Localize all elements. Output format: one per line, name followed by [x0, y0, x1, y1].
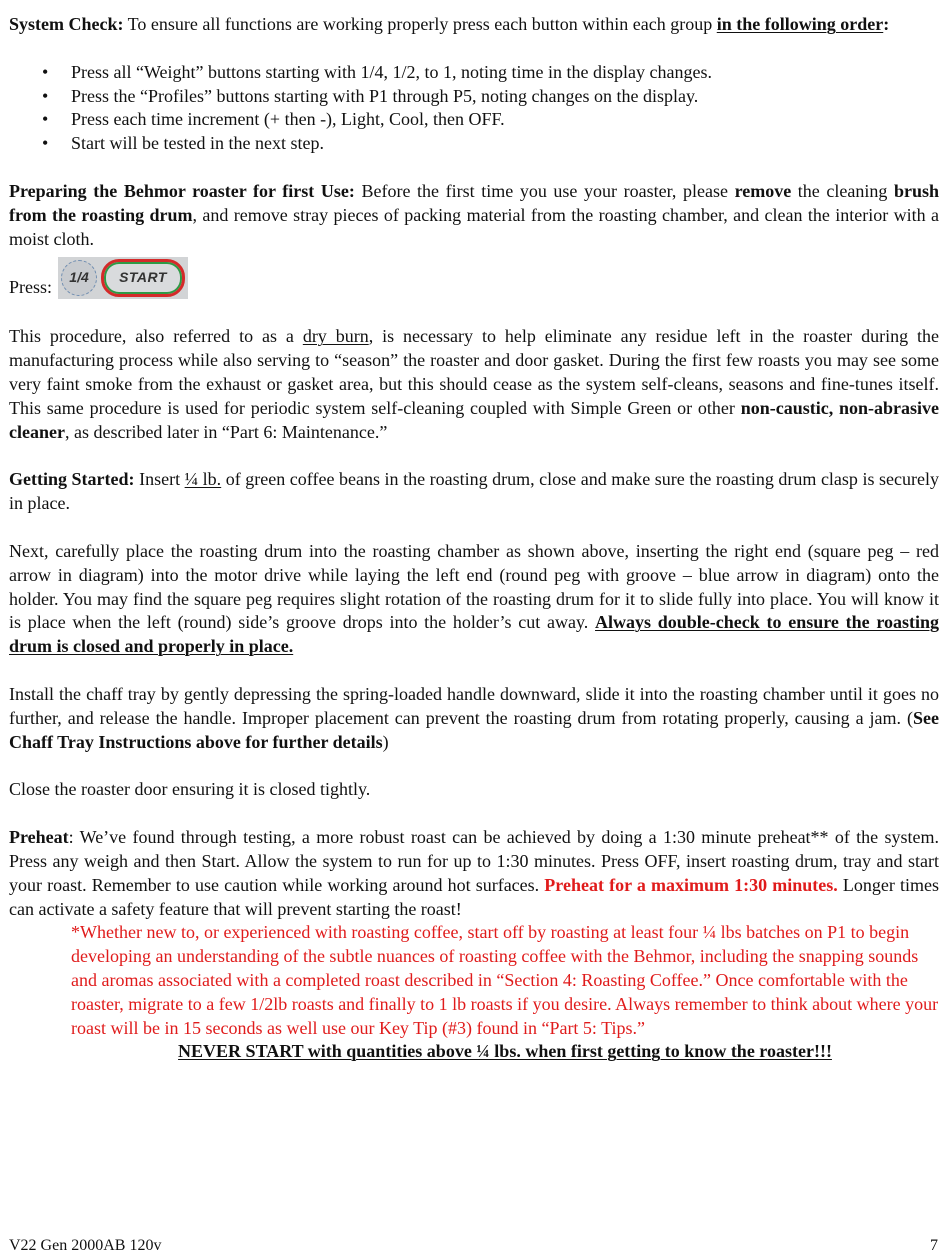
bullet-icon: • [42, 61, 49, 82]
preparing-paragraph [9, 180, 939, 251]
preheat-paragraph [9, 826, 939, 921]
procedure-text-3: , as described later in “Part 6: Maintenance.” [64, 421, 388, 442]
procedure-text-2: , is necessary to help eliminate any residue left in the roaster during the manufacturing process while also serving to “season” the roaster and door gasket. During the first few roasts you may see some very faint smoke from the exhaust or gasket area, but this should cease as the system self-cleans, seasons and fine-tunes itself. This same procedure is used for periodic system self-cleaning coupled with Simple Green or other [9, 326, 939, 418]
preparing-text-1: Before the first time you use your roaster, please [354, 180, 735, 201]
warning-line [9, 1040, 939, 1064]
manual-page [9, 13, 939, 1064]
system-check-list [9, 61, 939, 156]
preparing-bold-1: remove [734, 180, 792, 201]
list-item [9, 108, 939, 132]
bullet-icon: • [42, 109, 49, 130]
close-text: Close the roaster door ensuring it is closed tightly. [9, 779, 371, 800]
chaff-text-1: Install the chaff tray by gently depressing the spring-loaded handle downward, slide it into the roasting chamber until it goes no further, and release the handle. Improper placement can prevent the roasting drum from rotating properly, causing a jam. ( [9, 683, 939, 728]
procedure-bold: non-caustic, non-abrasive cleaner [9, 397, 939, 442]
start-button-icon: START [101, 259, 185, 297]
preheat-text-1: : We’ve found through testing, a more robust roast can be achieved by doing a 1:30 minute preheat** of the system. Press any weigh and then Start. Allow the system to run for up to 1:30 minutes. Press OFF, insert roasting drum, tray and start your roast. Remember to use caution while working around hot surfaces. [9, 827, 939, 895]
system-check-colon: : [883, 14, 890, 34]
quarter-lb-button-icon: 1/4 [61, 260, 97, 296]
list-item-text: Press each time increment (+ then -), Light, Cool, then OFF. [71, 109, 505, 130]
preheat-warning: Preheat for a maximum 1:30 minutes. [544, 874, 838, 895]
list-item [9, 85, 939, 109]
next-text: Next, carefully place the roasting drum into the roasting chamber as shown above, inserting the right end (square peg – red arrow in diagram) into the motor drive while laying the left end (round peg with groove – blue arrow in diagram) onto the holder. You may find the square peg requires slight rotation of the roasting drum for it to slide fully into place. You will know it is place when the left (round) side’s groove drops into the holder’s cut away. [9, 540, 939, 633]
procedure-text-1: This procedure, also referred to as a [9, 326, 303, 347]
button-image [58, 257, 188, 299]
roasting-note: *Whether new to, or experienced with roasting coffee, start off by roasting at least four ¼ lbs batches on P1 to begin developing an understanding of the subtle nuances of roasting coffee with the Behmor, including the snapping sounds and aromas associated with a completed roast described in “Section 4: Roasting Coffee.” Once comfortable with the roaster, migrate to a few 1/2lb roasts and finally to 1 lb roasts if you desire. Always remember to think about where your roast will be in 15 seconds as well use our Key Tip (#3) found in “Part 5: Tips.” [71, 922, 939, 1038]
footer-model: V22 Gen 2000AB 120v [9, 1237, 162, 1254]
bullet-icon: • [42, 85, 49, 106]
preheat-label: Preheat [9, 827, 69, 848]
system-check-paragraph [9, 13, 939, 37]
bullet-icon: • [42, 133, 49, 154]
system-check-label: System Check: [9, 14, 124, 34]
system-check-text: To ensure all functions are working properly press each button within each group [123, 14, 717, 34]
list-item-text: Press the “Profiles” buttons starting with P1 through P5, noting changes on the display. [71, 85, 699, 106]
preparing-text-3: , and remove stray pieces of packing material from the roasting chamber, and clean the interior with a moist cloth. [9, 204, 940, 249]
close-paragraph [9, 778, 939, 802]
system-check-emphasis: in the following order [716, 14, 884, 34]
press-row [9, 255, 939, 299]
preheat-text-2: Longer times can activate a safety feature that will prevent starting the roast! [9, 874, 939, 919]
preparing-label: Preparing the Behmor roaster for first Use: [9, 180, 355, 201]
procedure-paragraph [9, 325, 939, 444]
warning-text: NEVER START with quantities above ¼ lbs. when first getting to know the roaster!!! [178, 1041, 832, 1062]
next-emphasis: Always double-check to ensure the roasting drum is closed and properly in place. [9, 612, 940, 657]
getting-started-text-2: of green coffee beans in the roasting drum, close and make sure the roasting drum clasp is securely in place. [9, 469, 940, 514]
preparing-text-2: the cleaning [791, 180, 894, 201]
getting-started-label: Getting Started: [9, 469, 135, 490]
list-item [9, 132, 939, 156]
getting-started-paragraph [9, 468, 939, 516]
getting-started-text-1: Insert [134, 469, 185, 490]
procedure-underline: dry burn [302, 326, 369, 347]
next-paragraph [9, 540, 939, 659]
list-item [9, 61, 939, 85]
chaff-text-2: ) [382, 731, 389, 752]
list-item-text: Press all “Weight” buttons starting with 1/4, 1/2, to 1, noting time in the display changes. [71, 61, 712, 82]
chaff-bold: See Chaff Tray Instructions above for further details [9, 707, 939, 752]
list-item-text: Start will be tested in the next step. [71, 133, 324, 154]
page-number: 7 [930, 1237, 938, 1254]
getting-started-underline: ¼ lb. [184, 469, 222, 490]
preparing-bold-2: brush from the roasting drum [9, 180, 939, 225]
chaff-paragraph [9, 683, 939, 754]
press-label: Press: [9, 276, 53, 297]
